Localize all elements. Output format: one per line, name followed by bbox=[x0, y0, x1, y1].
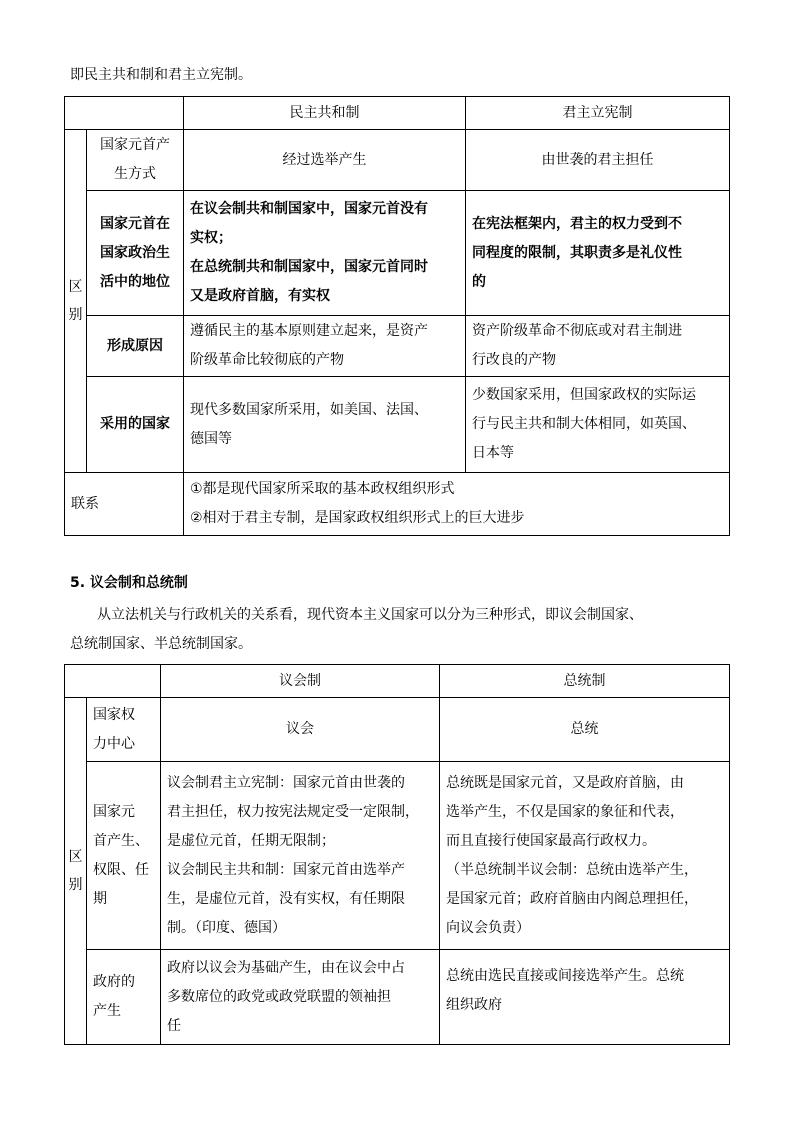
row-label: 国家元首产 生方式 bbox=[87, 130, 184, 191]
row-label: 政府的 产生 bbox=[87, 950, 161, 1045]
row-label: 形成原因 bbox=[87, 316, 184, 377]
table-row bbox=[65, 130, 730, 191]
header-republic: 民主共和制 bbox=[184, 97, 466, 130]
table-row-link bbox=[65, 473, 730, 536]
intro-line: 即民主共和制和君主立宪制。 bbox=[70, 67, 252, 83]
header-presidential: 总统制 bbox=[440, 665, 730, 698]
header-empty-cell bbox=[65, 97, 184, 130]
row-label: 国家元首在 国家政治生 活中的地位 bbox=[87, 191, 184, 316]
table-parliamentary-vs-presidential bbox=[64, 664, 730, 1045]
row-cell-presidential: 总统 bbox=[440, 698, 730, 762]
row-cell-presidential: 总统既是国家元首，又是政府首脑，由 选举产生，不仅是国家的象征和代表， 而且直接行使国家最高行政权力。 （半总统制半议会制：总统由选举产生， 是国家元首；政府首脑由内阁总理担任， 向议会负责） bbox=[440, 762, 730, 950]
row-cell-republic: 遵循民主的基本原则建立起来，是资产 阶级革命比较彻底的产物 bbox=[184, 316, 466, 377]
row-cell-monarchy: 由世袭的君主担任 bbox=[466, 130, 730, 191]
paragraph-line-2: 总统制国家、半总统制国家。 bbox=[70, 636, 252, 652]
row-label: 国家元 首产生、 权限、任 期 bbox=[87, 762, 161, 950]
table-row bbox=[65, 191, 730, 316]
row-cell-parliamentary: 议会制君主立宪制：国家元首由世袭的 君主担任，权力按宪法规定受一定限制， 是虚位元首，任期无限制； 议会制民主共和制：国家元首由选举产 生，是虚位元首，没有实权，有任期限 制。（印度、德国） bbox=[161, 762, 440, 950]
row-cell-monarchy: 资产阶级革命不彻底或对君主制进 行改良的产物 bbox=[466, 316, 730, 377]
link-label: 联系 bbox=[65, 473, 184, 536]
table-header-row bbox=[65, 97, 730, 130]
table-row bbox=[65, 316, 730, 377]
table-row bbox=[65, 762, 730, 950]
table-republic-vs-monarchy bbox=[64, 96, 730, 536]
row-cell-republic: 在议会制共和制国家中，国家元首没有 实权； 在总统制共和制国家中，国家元首同时 又是政府首脑，有实权 bbox=[184, 191, 466, 316]
row-cell-republic: 经过选举产生 bbox=[184, 130, 466, 191]
row-cell-presidential: 总统由选民直接或间接选举产生。总统 组织政府 bbox=[440, 950, 730, 1045]
side-label-difference: 区 别 bbox=[65, 130, 87, 473]
row-cell-parliamentary: 议会 bbox=[161, 698, 440, 762]
table-row bbox=[65, 377, 730, 473]
link-content: ①都是现代国家所采取的基本政权组织形式 ②相对于君主专制，是国家政权组织形式上的巨大进步 bbox=[184, 473, 730, 536]
table-header-row bbox=[65, 665, 730, 698]
header-empty-cell bbox=[65, 665, 161, 698]
side-label-difference: 区 别 bbox=[65, 698, 87, 1045]
header-monarchy: 君主立宪制 bbox=[466, 97, 730, 130]
row-cell-monarchy: 在宪法框架内，君主的权力受到不 同程度的限制，其职责多是礼仪性 的 bbox=[466, 191, 730, 316]
section-heading: 5. 议会制和总统制 bbox=[70, 575, 188, 591]
row-label: 采用的国家 bbox=[87, 377, 184, 473]
table-row bbox=[65, 950, 730, 1045]
row-cell-monarchy: 少数国家采用，但国家政权的实际运 行与民主共和制大体相同，如英国、 日本等 bbox=[466, 377, 730, 473]
header-parliamentary: 议会制 bbox=[161, 665, 440, 698]
row-label: 国家权 力中心 bbox=[87, 698, 161, 762]
row-cell-parliamentary: 政府以议会为基础产生，由在议会中占 多数席位的政党或政党联盟的领袖担 任 bbox=[161, 950, 440, 1045]
row-cell-republic: 现代多数国家所采用，如美国、法国、 德国等 bbox=[184, 377, 466, 473]
paragraph-line-1: 从立法机关与行政机关的关系看，现代资本主义国家可以分为三种形式，即议会制国家、 bbox=[97, 607, 643, 623]
table-row bbox=[65, 698, 730, 762]
